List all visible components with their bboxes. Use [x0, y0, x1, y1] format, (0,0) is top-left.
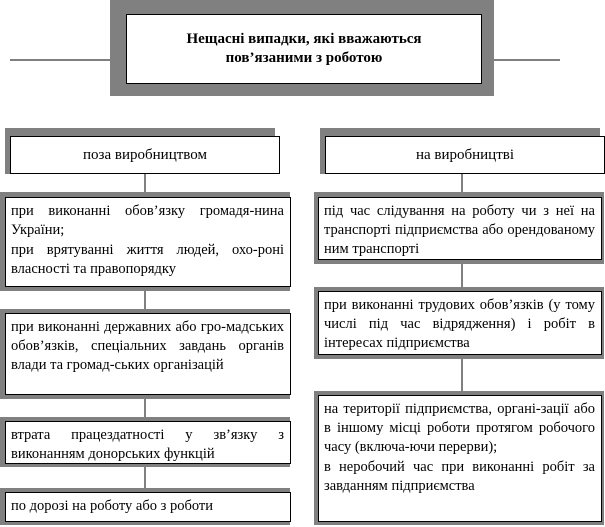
title-box: [126, 14, 482, 84]
title-line-1: Нещасні випадки, які вважаються: [186, 31, 422, 47]
left-item-3-text-1: втрата працездатності у зв’язку з виконанням донорських функцій: [11, 427, 284, 462]
title-line-2: пов’язаними з роботою: [225, 50, 383, 66]
left-item-3: [5, 421, 291, 464]
right-item-3: [318, 395, 602, 522]
left-item-4: [5, 492, 291, 522]
right-item-1: [318, 197, 602, 260]
left-item-4-text-1: по дорозі на роботу або з роботи: [11, 498, 213, 514]
left-item-1-text-2: при врятуванні життя людей, охо-роні власності та правопорядку: [11, 242, 284, 277]
right-item-3-text-1: на території підприємства, органі-зації або в іншому місці роботи протягом робочого часу (включа-ючи перерви);: [324, 401, 595, 455]
category-left-label: поза виробництвом: [83, 146, 207, 163]
left-item-2: [5, 313, 291, 395]
right-item-2-text-1: при виконанні трудових обов’язків (у тому числі під час відрядження) і робіт в інтересах підприємства: [324, 297, 595, 351]
category-left-box: [10, 136, 280, 174]
left-item-1-text-1: при виконанні обов’язку громадя-нина України;: [11, 203, 284, 238]
right-item-3-text-2: в неробочий час при виконанні робіт за завданням підприємства: [324, 459, 595, 494]
right-item-1-text-1: під час слідування на роботу чи з неї на транспорті підприємства або орендованому ним транспорті: [324, 203, 595, 257]
left-item-2-text-1: при виконанні державних або гро-мадських обов’язків, спеціальних завдань органів влади та громад-ських організацій: [11, 319, 284, 373]
left-item-1: [5, 197, 291, 287]
category-right-label: на виробництві: [415, 146, 515, 163]
category-right-box: [325, 136, 605, 174]
right-item-2: [318, 291, 602, 355]
